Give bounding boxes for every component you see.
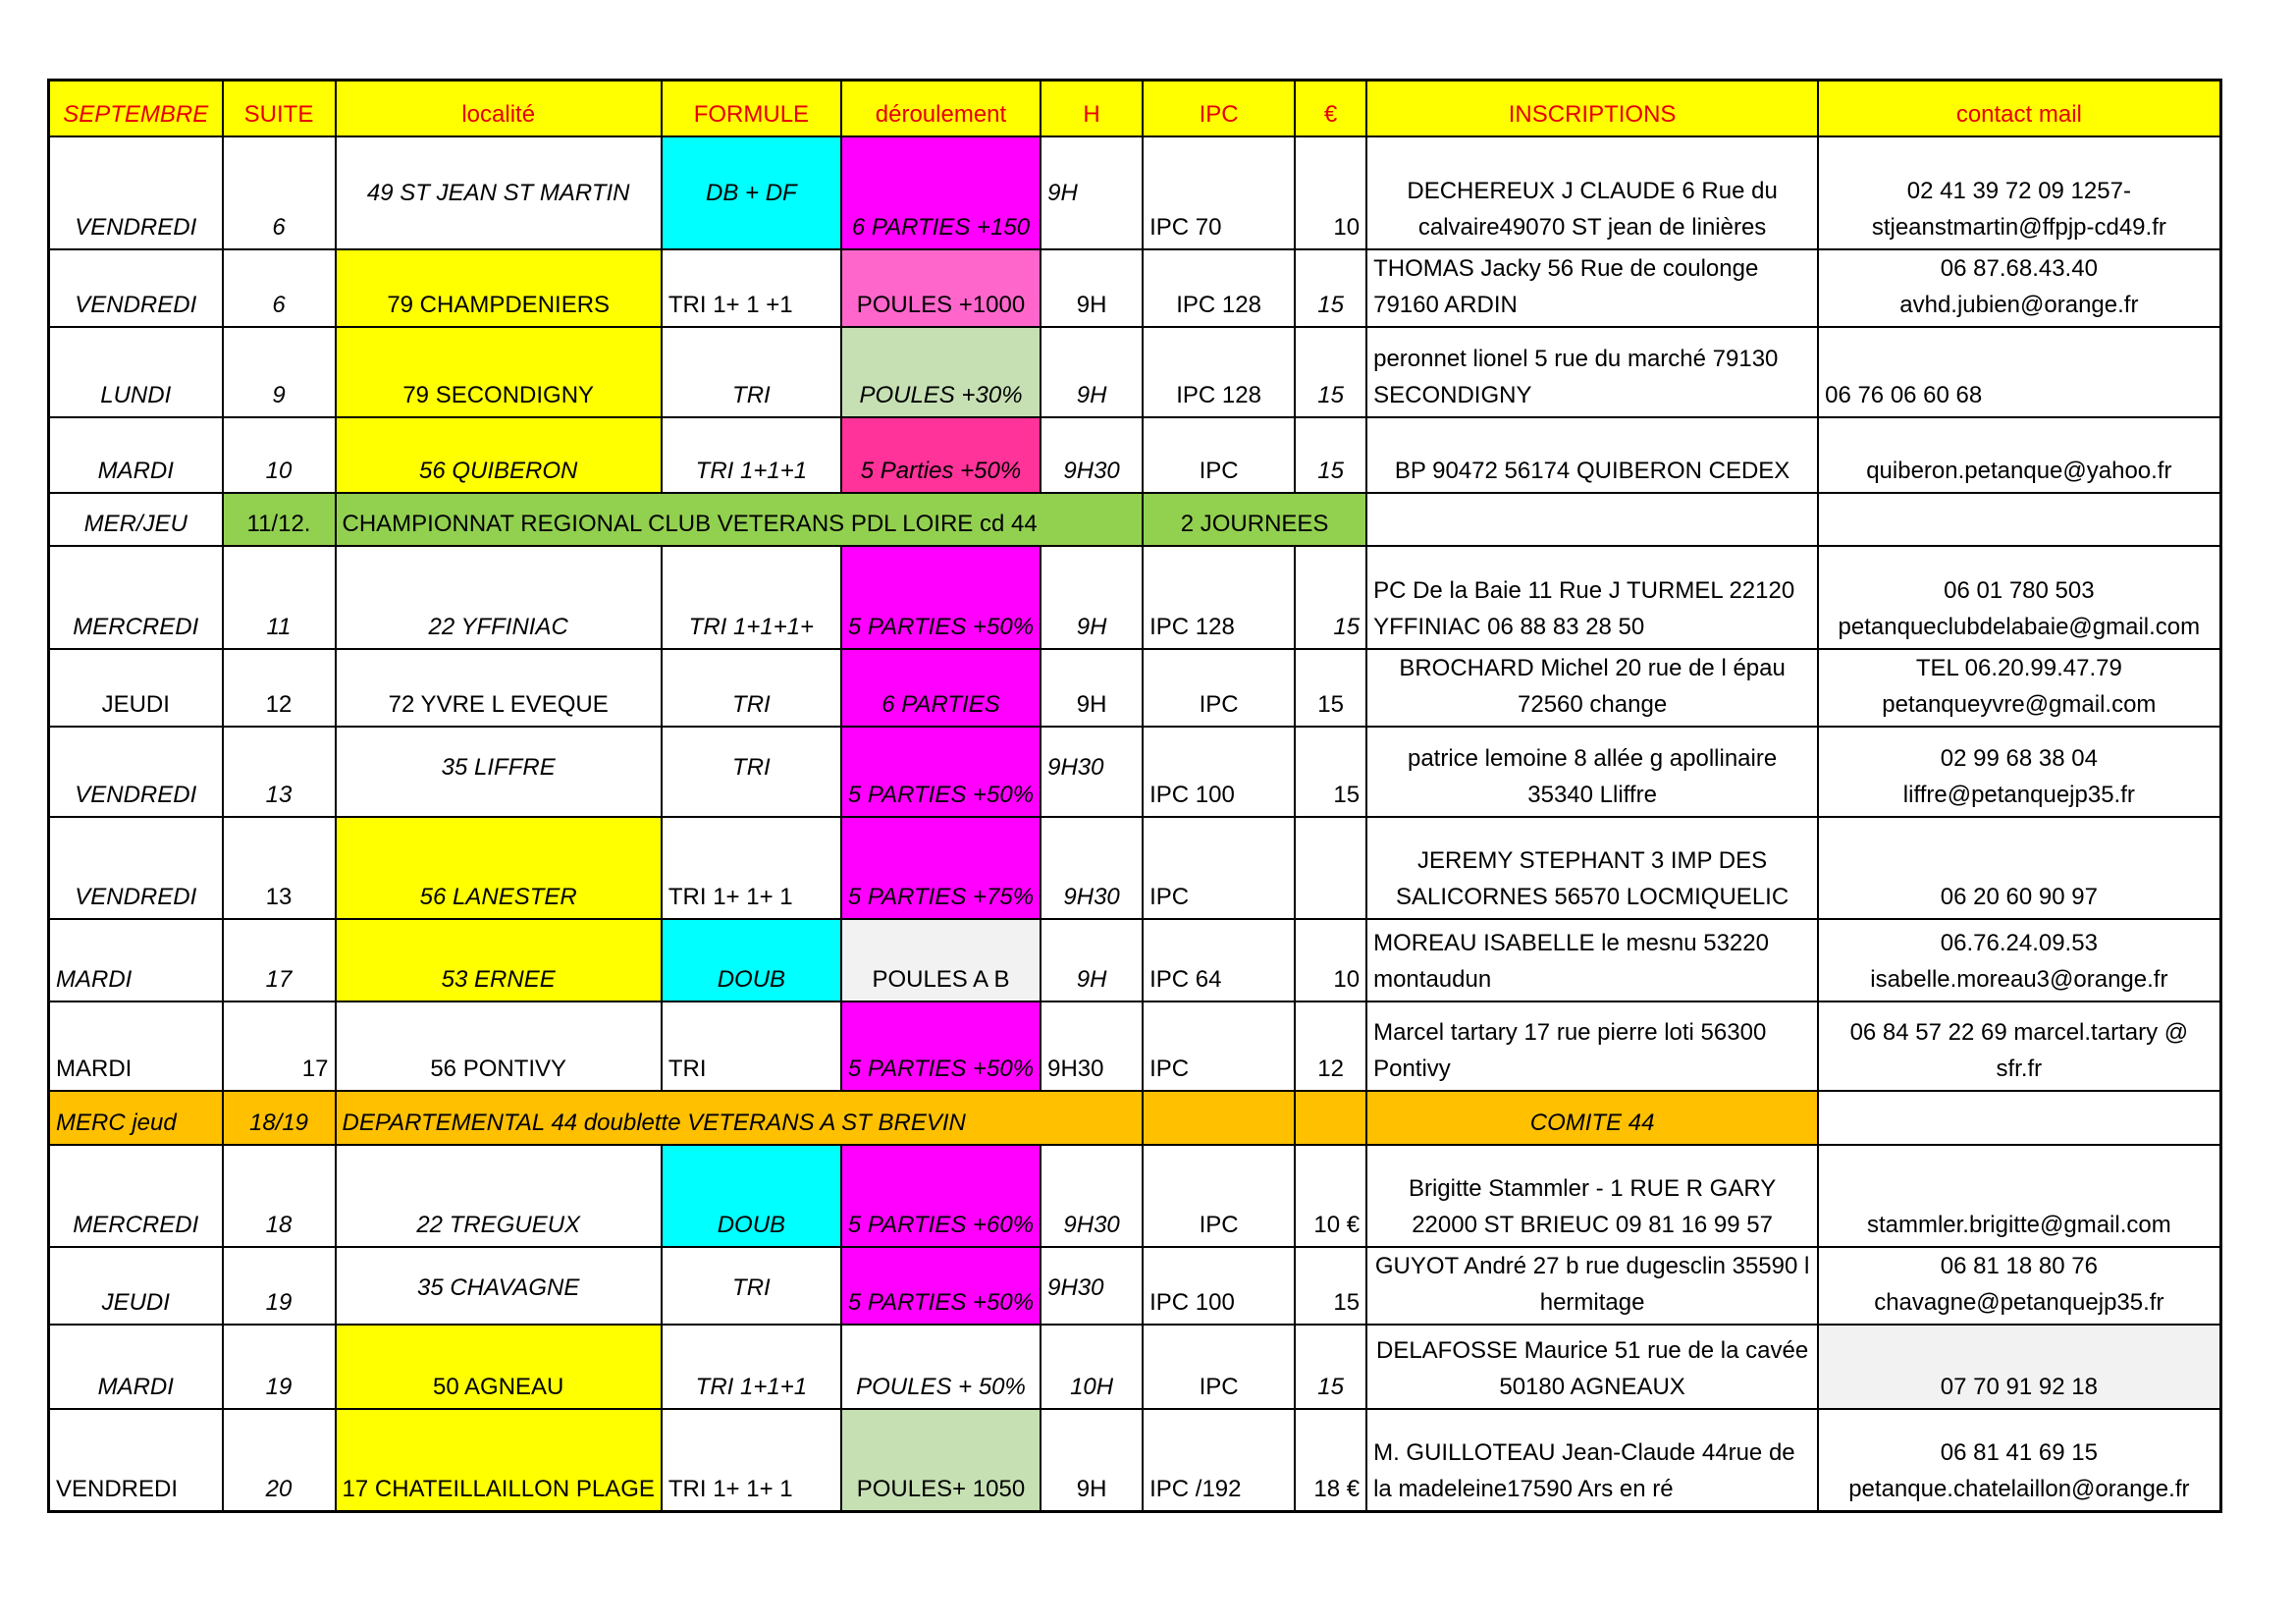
contact-cell: stammler.brigitte@gmail.com [1818,1145,2220,1247]
heure-cell: 9H30 [1041,817,1143,919]
inscription-cell: Marcel tartary 17 rue pierre loti 56300 Pontivy [1366,1001,1818,1091]
event-title-cell: CHAMPIONNAT REGIONAL CLUB VETERANS PDL LOIRE cd 44 [336,493,1144,546]
header-euro: € [1295,81,1366,137]
empty-cell [1366,493,1818,546]
contact-cell: 07 70 91 92 18 [1818,1325,2220,1409]
deroulement-cell: POULES A B [841,919,1041,1001]
table-row [49,1409,2221,1511]
header-localite: localité [336,81,662,137]
inscription-cell: JEREMY STEPHANT 3 IMP DES SALICORNES 56570 LOCMIQUELIC [1366,817,1818,919]
formule-cell: TRI 1+1+1 [662,417,841,493]
contact-cell: 06 81 18 80 76 chavagne@petanquejp35.fr [1818,1247,2220,1325]
ipc-cell: IPC 64 [1143,919,1295,1001]
deroulement-cell: 5 Parties +50% [841,417,1041,493]
heure-cell: 9H30 [1041,1247,1143,1325]
table-row-event [49,493,2221,546]
deroulement-cell: 5 PARTIES +50% [841,1247,1041,1325]
date-cell: 10 [223,417,336,493]
localite-cell: 17 CHATEILLAILLON PLAGE [336,1409,662,1511]
prix-cell [1295,817,1366,919]
localite-cell: 22 YFFINIAC [336,546,662,649]
day-cell: MERCREDI [49,546,223,649]
deroulement-cell: 5 PARTIES +60% [841,1145,1041,1247]
localite-cell: 22 TREGUEUX [336,1145,662,1247]
contact-cell: 06 84 57 22 69 marcel.tartary @ sfr.fr [1818,1001,2220,1091]
day-cell: VENDREDI [49,817,223,919]
contact-cell: 06 01 780 503 petanqueclubdelabaie@gmail.com [1818,546,2220,649]
header-deroulement: déroulement [841,81,1041,137]
formule-cell: TRI 1+1+1+ [662,546,841,649]
header-month: SEPTEMBRE [49,81,223,137]
prix-cell: 15 [1295,546,1366,649]
heure-cell: 9H [1041,546,1143,649]
ipc-cell: IPC [1143,649,1295,727]
ipc-cell: IPC /192 [1143,1409,1295,1511]
inscription-cell: DECHEREUX J CLAUDE 6 Rue du calvaire49070 ST jean de linières [1366,136,1818,249]
formule-cell: TRI 1+1+1 [662,1325,841,1409]
formule-cell: DOUB [662,919,841,1001]
localite-cell: 35 CHAVAGNE [336,1247,662,1325]
localite-cell: 56 LANESTER [336,817,662,919]
date-cell: 6 [223,136,336,249]
formule-cell: TRI [662,327,841,417]
table-row [49,1325,2221,1409]
localite-cell: 53 ERNEE [336,919,662,1001]
day-cell: VENDREDI [49,727,223,817]
formule-cell: TRI 1+ 1 +1 [662,249,841,327]
prix-cell: 12 [1295,1001,1366,1091]
formule-cell: TRI 1+ 1+ 1 [662,817,841,919]
inscription-cell: Brigitte Stammler - 1 RUE R GARY 22000 ST BRIEUC 09 81 16 99 57 [1366,1145,1818,1247]
ipc-cell: IPC [1143,417,1295,493]
table-row [49,1145,2221,1247]
inscription-cell: M. GUILLOTEAU Jean-Claude 44rue de la madeleine17590 Ars en ré [1366,1409,1818,1511]
header-row [49,81,2221,137]
header-formule: FORMULE [662,81,841,137]
header-h: H [1041,81,1143,137]
inscription-cell: patrice lemoine 8 allée g apollinaire 35340 Lliffre [1366,727,1818,817]
contact-cell: quiberon.petanque@yahoo.fr [1818,417,2220,493]
deroulement-cell: 5 PARTIES +50% [841,727,1041,817]
inscription-cell: COMITE 44 [1366,1091,1818,1145]
formule-cell: TRI [662,649,841,727]
formule-cell: TRI [662,1247,841,1325]
table-row [49,327,2221,417]
ipc-cell: IPC 100 [1143,1247,1295,1325]
contact-cell: 06 81 41 69 15 petanque.chatelaillon@orange.fr [1818,1409,2220,1511]
prix-cell: 15 [1295,727,1366,817]
localite-cell: 50 AGNEAU [336,1325,662,1409]
ipc-cell: IPC [1143,817,1295,919]
ipc-cell: IPC [1143,1325,1295,1409]
day-cell: VENDREDI [49,1409,223,1511]
day-cell: MARDI [49,1325,223,1409]
prix-cell: 15 [1295,417,1366,493]
localite-cell: 35 LIFFRE [336,727,662,817]
header-ipc: IPC [1143,81,1295,137]
ipc-cell: IPC 100 [1143,727,1295,817]
formule-cell: DOUB [662,1145,841,1247]
deroulement-cell: 6 PARTIES [841,649,1041,727]
date-cell: 18 [223,1145,336,1247]
event-title-cell: DEPARTEMENTAL 44 doublette VETERANS A ST BREVIN [336,1091,1144,1145]
heure-cell: 9H [1041,249,1143,327]
empty-cell [1143,1091,1295,1145]
header-contact-mail: contact mail [1818,81,2220,137]
day-cell: JEUDI [49,1247,223,1325]
heure-cell: 9H30 [1041,417,1143,493]
ipc-cell: IPC 70 [1143,136,1295,249]
header-suite: SUITE [223,81,336,137]
day-cell: MARDI [49,417,223,493]
inscription-cell: peronnet lionel 5 rue du marché 79130 SECONDIGNY [1366,327,1818,417]
table-row [49,417,2221,493]
date-cell: 12 [223,649,336,727]
header-inscriptions: INSCRIPTIONS [1366,81,1818,137]
localite-cell: 72 YVRE L EVEQUE [336,649,662,727]
deroulement-cell: POULES +30% [841,327,1041,417]
day-cell: MARDI [49,919,223,1001]
heure-cell: 10H [1041,1325,1143,1409]
date-cell: 17 [223,919,336,1001]
contact-cell: 02 99 68 38 04 liffre@petanquejp35.fr [1818,727,2220,817]
day-cell: MERC jeud [49,1091,223,1145]
deroulement-cell: POULES + 50% [841,1325,1041,1409]
deroulement-cell: 5 PARTIES +50% [841,546,1041,649]
heure-cell: 9H [1041,1409,1143,1511]
formule-cell: TRI [662,1001,841,1091]
deroulement-cell: 5 PARTIES +50% [841,1001,1041,1091]
table-row [49,817,2221,919]
date-cell: 13 [223,727,336,817]
inscription-cell: DELAFOSSE Maurice 51 rue de la cavée 50180 AGNEAUX [1366,1325,1818,1409]
table-row [49,1001,2221,1091]
contact-cell: 06 76 06 60 68 [1818,327,2220,417]
localite-cell: 49 ST JEAN ST MARTIN [336,136,662,249]
localite-cell: 79 SECONDIGNY [336,327,662,417]
date-cell: 18/19 [223,1091,336,1145]
ipc-cell: IPC 128 [1143,546,1295,649]
prix-cell: 15 [1295,649,1366,727]
date-cell: 13 [223,817,336,919]
table-row-event [49,1091,2221,1145]
prix-cell: 15 [1295,327,1366,417]
prix-cell: 15 [1295,1325,1366,1409]
heure-cell: 9H [1041,919,1143,1001]
day-cell: JEUDI [49,649,223,727]
date-cell: 11 [223,546,336,649]
ipc-cell: IPC [1143,1001,1295,1091]
table-row [49,249,2221,327]
table-row [49,649,2221,727]
prix-cell: 15 [1295,1247,1366,1325]
date-cell: 20 [223,1409,336,1511]
inscription-cell: BROCHARD Michel 20 rue de l épau 72560 change [1366,649,1818,727]
date-cell: 17 [223,1001,336,1091]
deroulement-cell: 6 PARTIES +150 [841,136,1041,249]
prix-cell: 10 [1295,136,1366,249]
day-cell: MARDI [49,1001,223,1091]
calendar-table [47,79,2222,1513]
localite-cell: 79 CHAMPDENIERS [336,249,662,327]
empty-cell [1818,1091,2220,1145]
prix-cell: 10 [1295,919,1366,1001]
heure-cell: 9H [1041,649,1143,727]
empty-cell [1818,493,2220,546]
inscription-cell: BP 90472 56174 QUIBERON CEDEX [1366,417,1818,493]
table-row [49,919,2221,1001]
contact-cell: 06 20 60 90 97 [1818,817,2220,919]
day-cell: LUNDI [49,327,223,417]
contact-cell: 06.76.24.09.53 isabelle.moreau3@orange.fr [1818,919,2220,1001]
prix-cell: 10 € [1295,1145,1366,1247]
formule-cell: TRI 1+ 1+ 1 [662,1409,841,1511]
date-cell: 19 [223,1247,336,1325]
day-cell: MER/JEU [49,493,223,546]
date-cell: 9 [223,327,336,417]
deroulement-cell: 5 PARTIES +75% [841,817,1041,919]
date-cell: 11/12. [223,493,336,546]
table-row [49,136,2221,249]
inscription-cell: THOMAS Jacky 56 Rue de coulonge 79160 ARDIN [1366,249,1818,327]
table-row [49,546,2221,649]
date-cell: 6 [223,249,336,327]
table-row [49,1247,2221,1325]
empty-cell [1295,1091,1366,1145]
contact-cell: 02 41 39 72 09 1257- stjeanstmartin@ffpjp-cd49.fr [1818,136,2220,249]
ipc-cell: IPC [1143,1145,1295,1247]
heure-cell: 9H30 [1041,1001,1143,1091]
ipc-cell: IPC 128 [1143,249,1295,327]
event-duration-cell: 2 JOURNEES [1143,493,1366,546]
inscription-cell: MOREAU ISABELLE le mesnu 53220 montaudun [1366,919,1818,1001]
ipc-cell: IPC 128 [1143,327,1295,417]
inscription-cell: PC De la Baie 11 Rue J TURMEL 22120 YFFINIAC 06 88 83 28 50 [1366,546,1818,649]
formule-cell: DB + DF [662,136,841,249]
contact-cell: 06 87.68.43.40 avhd.jubien@orange.fr [1818,249,2220,327]
prix-cell: 18 € [1295,1409,1366,1511]
heure-cell: 9H [1041,136,1143,249]
deroulement-cell: POULES+ 1050 [841,1409,1041,1511]
table-row [49,727,2221,817]
heure-cell: 9H30 [1041,1145,1143,1247]
prix-cell: 15 [1295,249,1366,327]
day-cell: MERCREDI [49,1145,223,1247]
heure-cell: 9H30 [1041,727,1143,817]
inscription-cell: GUYOT André 27 b rue dugesclin 35590 l hermitage [1366,1247,1818,1325]
localite-cell: 56 PONTIVY [336,1001,662,1091]
localite-cell: 56 QUIBERON [336,417,662,493]
date-cell: 19 [223,1325,336,1409]
deroulement-cell: POULES +1000 [841,249,1041,327]
day-cell: VENDREDI [49,136,223,249]
heure-cell: 9H [1041,327,1143,417]
formule-cell: TRI [662,727,841,817]
day-cell: VENDREDI [49,249,223,327]
contact-cell: TEL 06.20.99.47.79 petanqueyvre@gmail.com [1818,649,2220,727]
